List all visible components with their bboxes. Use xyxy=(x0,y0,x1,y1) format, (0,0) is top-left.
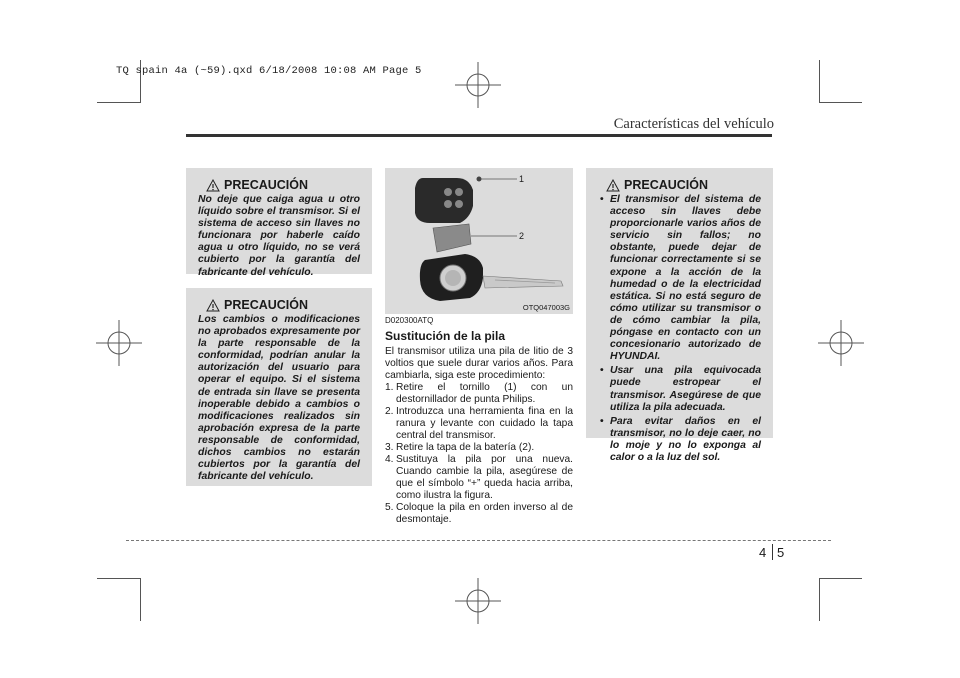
page-number: 5 xyxy=(777,545,785,560)
crop-mark xyxy=(140,578,141,621)
crop-mark xyxy=(819,578,862,579)
caution-header xyxy=(606,178,761,192)
section-heading: Sustitución de la pila xyxy=(385,329,506,343)
print-slug: TQ spain 4a (~59).qxd 6/18/2008 10:08 AM Page 5 xyxy=(116,65,422,77)
step-item: 2. Introduzca una herramienta fina en la ranura y levante con cuidado la tapa central del transmisor. xyxy=(385,406,573,441)
callout-label-2: 2 xyxy=(519,231,525,241)
crop-mark xyxy=(819,578,820,621)
section-title: Características del vehículo xyxy=(613,116,774,132)
step-item: 5. Coloque la pila en orden inverso al de desmontaje. xyxy=(385,502,573,525)
warning-icon xyxy=(206,299,220,312)
caution-title: PRECAUCIÓN xyxy=(624,178,709,192)
chapter-number: 4 xyxy=(759,545,767,560)
registration-mark-top xyxy=(455,62,501,108)
steps-list xyxy=(385,382,573,526)
caution-box-water xyxy=(186,168,372,278)
header-rule xyxy=(186,134,772,137)
caution-title: PRECAUCIÓN xyxy=(224,298,309,312)
key-fob-figure xyxy=(385,168,573,314)
page-number-divider xyxy=(772,544,773,560)
intro-paragraph: El transmisor utiliza una pila de litio de 3 voltios que suele durar varios años. Para cambiarla, siga este procedimiento: xyxy=(385,346,573,381)
step-item: 1. Retire el tornillo (1) con un destornillador de punta Philips. xyxy=(385,382,573,405)
step-item: 3. Retire la tapa de la batería (2). xyxy=(385,442,535,453)
warning-icon xyxy=(206,179,220,192)
key-fob-illustration xyxy=(385,168,573,314)
caution-box-modifications xyxy=(186,288,372,486)
registration-mark-bottom xyxy=(455,578,501,624)
caution-header xyxy=(206,298,360,312)
crop-mark xyxy=(819,102,862,103)
caution-box-transmitter xyxy=(586,168,773,463)
crop-mark xyxy=(97,102,140,103)
caution-list xyxy=(598,194,761,464)
caution-list-item: • Usar una pila equivocada puede estropear el transmisor. Asegúrese de que utiliza la pila adecuada. xyxy=(598,365,761,413)
crop-mark xyxy=(819,60,820,103)
caution-list-item: • Para evitar daños en el transmisor, no lo deje caer, no lo moje y no lo exponga al calor o a la luz del sol. xyxy=(598,416,761,464)
battery-replacement-section xyxy=(385,316,573,526)
registration-mark-left xyxy=(96,320,142,366)
caution-header xyxy=(206,178,360,192)
section-code: D020300ATQ xyxy=(385,316,434,325)
crop-mark xyxy=(97,578,140,579)
warning-icon xyxy=(606,179,620,192)
step-item: 4. Sustituya la pila por una nueva. Cuando cambie la pila, asegúrese de que el símbolo “+” queda hacia arriba, como ilustra la figura. xyxy=(385,454,573,501)
callout-label-1: 1 xyxy=(519,174,525,184)
caution-text: Los cambios o modificaciones no aprobados expresamente por la parte responsable de la conformidad, podrían anular la autorización del usuario para operar el equipo. Si el sistema de entrada sin llave se presenta inoperable debido a cambios o modificaciones realizados sin aprobación expresa de la parte responsable de conformidad, dichos cambios no estarán cubiertos por la garantía del fabricante del vehículo. xyxy=(198,314,360,483)
caution-list-item: • El transmisor del sistema de acceso sin llaves debe proporcionarle varios años de servicio sin fallos; no obstante, puede dejar de funcionar correctamente si se expone a la acción de la humedad o de la electricidad estática. Si no está seguro de cómo utilizar su transmisor o de cómo cambiar la pila, póngase en contacto con un concesionario autorizado de HYUNDAI. xyxy=(598,194,761,363)
caution-text: No deje que caiga agua u otro líquido sobre el transmisor. Si el sistema de acceso sin llaves no funcionara por haberle caído agua u otro líquido, no se verá cubierto por la garantía del fabricante del vehículo. xyxy=(198,194,360,278)
caution-title: PRECAUCIÓN xyxy=(224,178,309,192)
registration-mark-right xyxy=(818,320,864,366)
footer-dashed-rule xyxy=(126,540,831,541)
figure-code: OTQ047003G xyxy=(522,303,570,312)
